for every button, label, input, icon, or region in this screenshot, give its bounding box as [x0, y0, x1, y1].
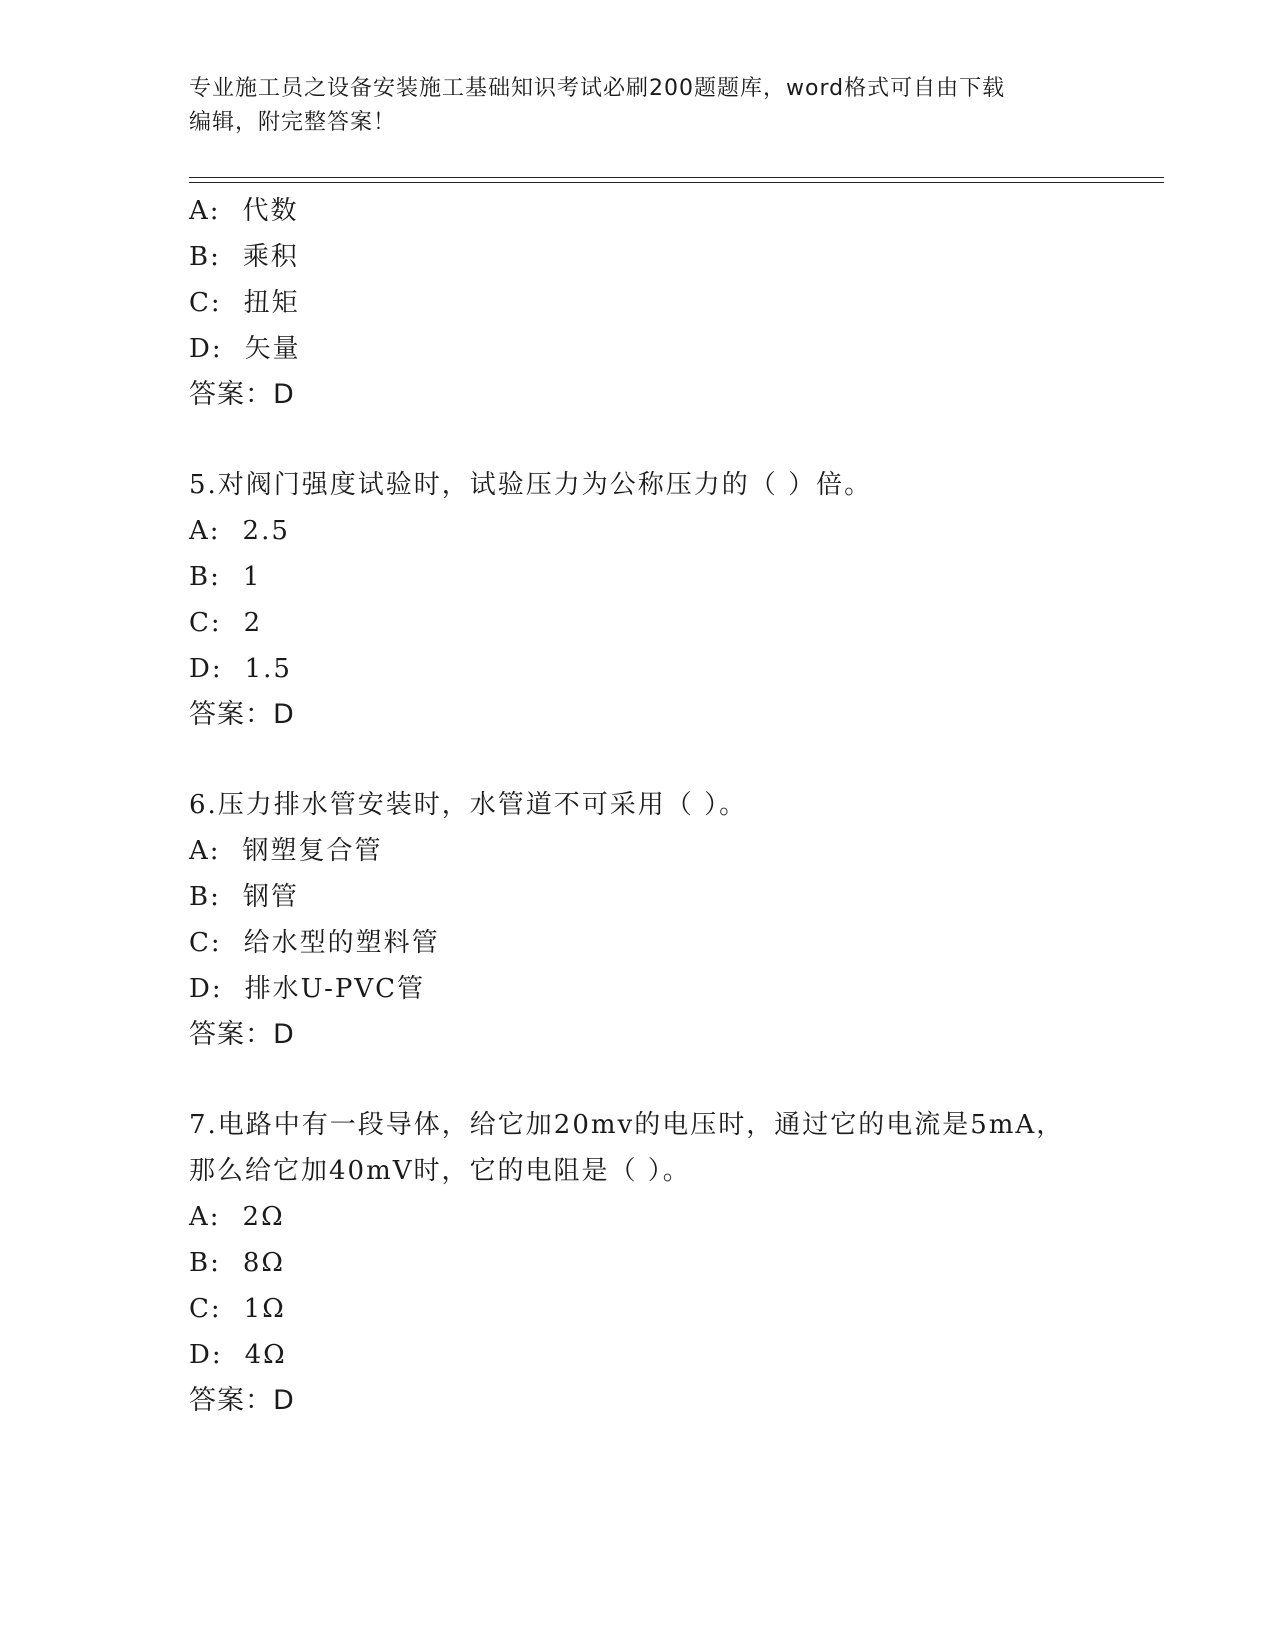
document-header: [189, 72, 1089, 140]
answer-line: 答案：D: [189, 699, 295, 730]
option-text: 扭矩: [243, 288, 300, 318]
option-key: A:: [189, 836, 221, 866]
option-text: 8Ω: [242, 1248, 285, 1278]
answer-line: 答案：D: [189, 379, 295, 410]
option-key: B:: [189, 882, 221, 912]
option-a: [189, 508, 1169, 554]
header-title-line-1: 专业施工员之设备安装施工基础知识考试必刷200题题库，word格式可自由下载: [189, 76, 1006, 101]
option-text: 矢量: [244, 334, 301, 364]
answer-line: 答案：D: [189, 1385, 295, 1416]
question-list: [189, 188, 1169, 1424]
option-key: C:: [189, 928, 222, 958]
option-key: B:: [189, 562, 221, 592]
option-key: D:: [189, 974, 223, 1004]
option-text: 2.5: [242, 516, 290, 546]
option-c: [189, 1286, 1169, 1332]
option-key: D:: [189, 654, 223, 684]
option-key: B:: [189, 242, 221, 272]
question-7: [189, 1102, 1169, 1424]
spacer: [189, 738, 1169, 782]
spacer: [189, 1058, 1169, 1102]
option-text: 钢管: [242, 882, 299, 912]
answer-line: 答案：D: [189, 1019, 295, 1050]
question-title-line-2: 那么给它加40mV时，它的电阻是（ ）。: [189, 1156, 691, 1186]
option-a: [189, 1194, 1169, 1240]
option-text: 乘积: [242, 242, 299, 272]
option-d: [189, 966, 1169, 1012]
option-c: [189, 600, 1169, 646]
question-4: [189, 188, 1169, 418]
option-text: 钢塑复合管: [242, 836, 383, 866]
option-key: A:: [189, 516, 221, 546]
option-d: [189, 326, 1169, 372]
option-text: 2Ω: [242, 1202, 285, 1232]
header-divider-bottom: [189, 182, 1164, 183]
question-6: [189, 782, 1169, 1058]
option-key: C:: [189, 608, 222, 638]
option-text: 2: [243, 608, 263, 638]
question-title: 6.压力排水管安装时，水管道不可采用（ ）。: [189, 790, 748, 820]
option-c: [189, 920, 1169, 966]
option-d: [189, 646, 1169, 692]
question-title: 5.对阀门强度试验时，试验压力为公称压力的（ ）倍。: [189, 470, 873, 500]
option-text: 代数: [242, 196, 299, 226]
question-title-line-1: 7.电路中有一段导体，给它加20mv的电压时，通过它的电流是5mA，: [189, 1110, 1065, 1140]
option-key: A:: [189, 1202, 221, 1232]
option-key: A:: [189, 196, 221, 226]
option-key: C:: [189, 1294, 222, 1324]
header-title-line-2: 编辑，附完整答案！: [189, 110, 397, 135]
option-key: D:: [189, 334, 223, 364]
option-b: [189, 554, 1169, 600]
option-text: 4Ω: [244, 1340, 287, 1370]
option-key: D:: [189, 1340, 223, 1370]
header-divider-top: [189, 177, 1164, 178]
option-b: [189, 234, 1169, 280]
option-a: [189, 828, 1169, 874]
option-b: [189, 1240, 1169, 1286]
option-a: [189, 188, 1169, 234]
question-5: [189, 462, 1169, 738]
option-text: 1: [242, 562, 262, 592]
option-key: B:: [189, 1248, 221, 1278]
option-d: [189, 1332, 1169, 1378]
option-b: [189, 874, 1169, 920]
spacer: [189, 418, 1169, 462]
option-text: 排水U-PVC管: [244, 974, 426, 1004]
option-text: 给水型的塑料管: [243, 928, 440, 958]
option-text: 1.5: [244, 654, 292, 684]
option-c: [189, 280, 1169, 326]
option-text: 1Ω: [243, 1294, 286, 1324]
option-key: C:: [189, 288, 222, 318]
